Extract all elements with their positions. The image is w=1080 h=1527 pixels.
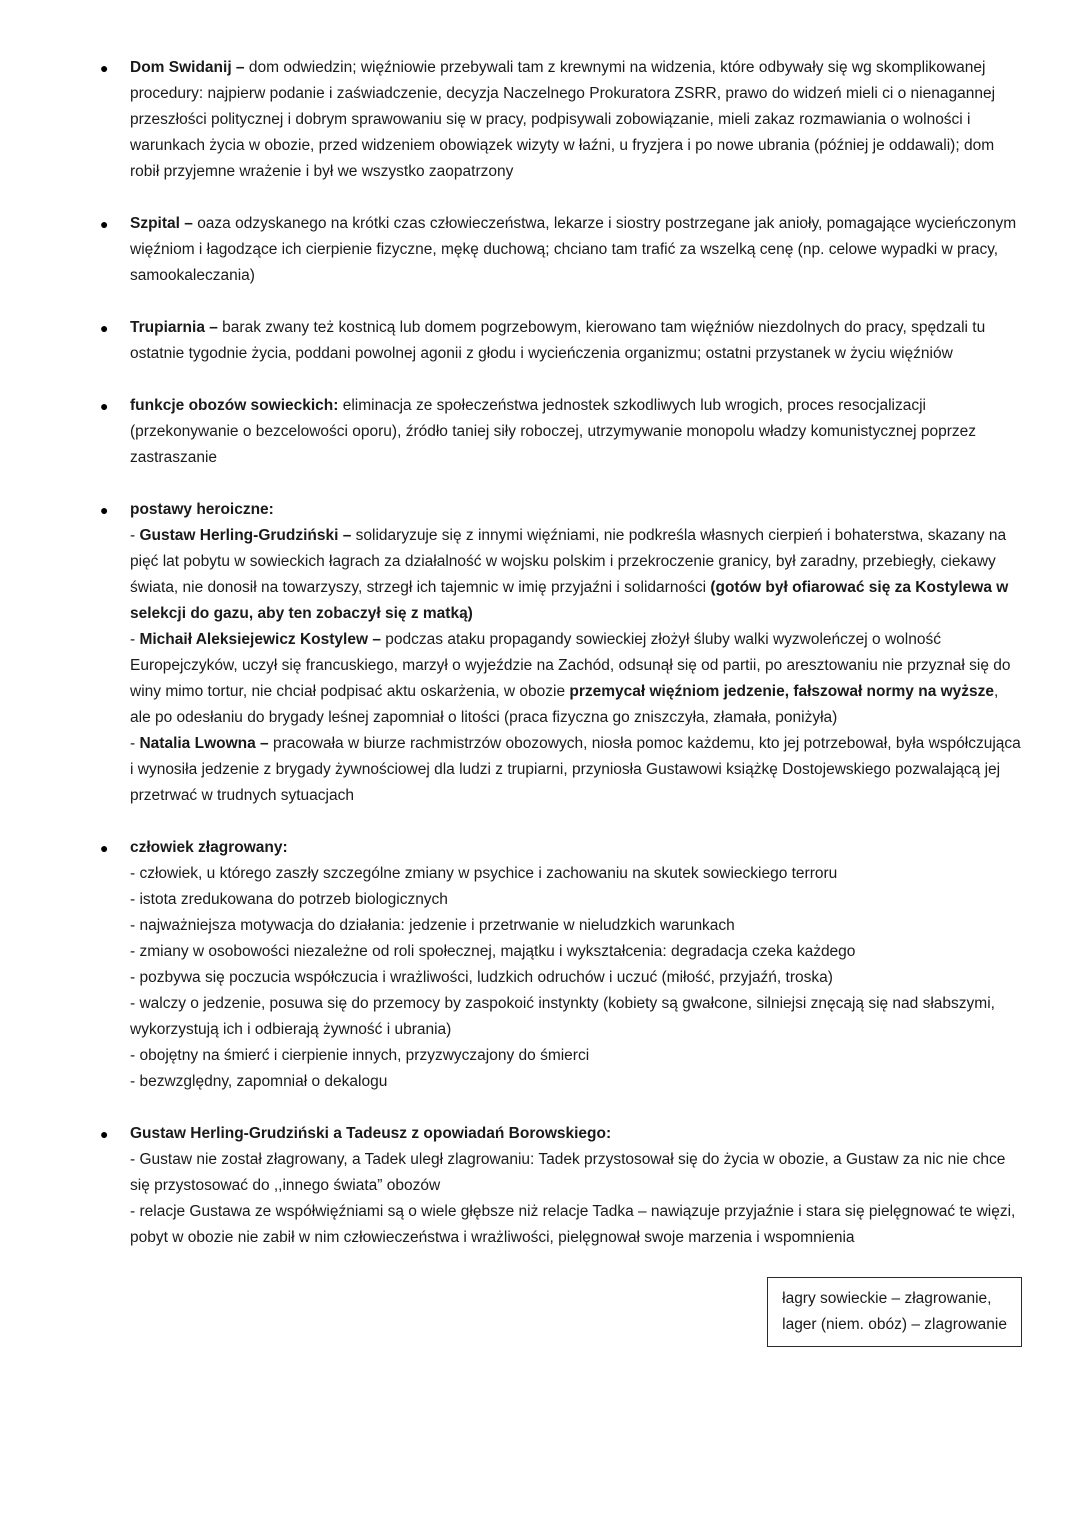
paragraph <box>130 939 1022 965</box>
bullet-content <box>130 393 1022 471</box>
text-run-bold: Szpital – <box>130 215 198 232</box>
paragraph <box>130 731 1022 809</box>
paragraph <box>130 1069 1022 1095</box>
bullet-content <box>130 497 1022 809</box>
text-run: - zmiany w osobowości niezależne od roli społecznej, majątku i wykształcenia: degradacja czeka każdego <box>130 943 856 960</box>
text-run-bold: Gustaw Herling-Grudziński a Tadeusz z opowiadań Borowskiego: <box>130 1125 612 1142</box>
paragraph <box>130 497 1022 523</box>
paragraph <box>130 627 1022 731</box>
text-run: dom odwiedzin; więźniowie przebywali tam z krewnymi na widzenia, które odbywały się wg skomplikowanej procedury: najpierw podanie i zaświadczenie, decyzja Naczelnego Prokuratora ZSRR, prawo do widzeń mieli ci o nienagannej przeszłości politycznej i dobrym sprawowaniu się w pracy, podpisywali zobowiązanie, mieli zakaz rozmawiania o wolności i warunkach życia w obozie, przed widzeniem obowiązek wizyty w łaźni, u fryzjera i po nowe ubrania (później je oddawali); dom robił przyjemne wrażenie i był we wszystko zaopatrzony <box>130 59 996 180</box>
bullet-content <box>130 835 1022 1095</box>
text-run-bold: funkcje obozów sowieckich: <box>130 397 343 414</box>
text-run-bold: Michaił Aleksiejewicz Kostylew – <box>139 631 386 648</box>
list-item <box>100 211 1022 289</box>
note-line: lager (niem. obóz) – zlagrowanie <box>782 1316 1007 1333</box>
bullet-content <box>130 55 1022 185</box>
text-run: barak zwany też kostnicą lub domem pogrzebowym, kierowano tam więźniów niezdolnych do pracy, spędzali tu ostatnie tygodnie życia, poddani powolnej agonii z głodu i wycieńczenia organizmu; ostatni przystanek w życiu więźniów <box>130 319 986 362</box>
bullet-icon: ● <box>100 1126 109 1142</box>
paragraph <box>130 523 1022 627</box>
text-run-bold: Natalia Lwowna – <box>139 735 273 752</box>
bullet-icon: ● <box>100 398 109 414</box>
note-box <box>767 1277 1022 1347</box>
paragraph <box>130 55 1022 185</box>
text-run-bold: (gotów był ofiarować się za Kostylewa w selekcji do gazu, aby ten zobaczył się z matką) <box>130 579 1009 622</box>
text-run: podczas ataku propagandy sowieckiej złożył śluby walki wyzwoleńczej o wolność Europejczyków, uczył się francuskiego, marzył o wyjeździe na Zachód, odsunął się od partii, po aresztowaniu nie przyznał się do winy mimo tortur, nie chciał podpisać aktu oskarżenia, w obozie <box>130 631 1011 700</box>
list-item <box>100 315 1022 367</box>
paragraph <box>130 1199 1022 1251</box>
paragraph <box>130 315 1022 367</box>
paragraph <box>130 913 1022 939</box>
text-run: eliminacja ze społeczeństwa jednostek szkodliwych lub wrogich, proces resocjalizacji (przekonywanie o bezcelowości oporu), źródło taniej siły roboczej, utrzymywanie monopolu władzy komunistycznej poprzez zastraszanie <box>130 397 976 466</box>
text-run: - <box>130 527 140 544</box>
text-run-bold: człowiek złagrowany: <box>130 839 288 856</box>
bullet-content <box>130 315 1022 367</box>
bullet-icon: ● <box>100 320 109 336</box>
bullet-list <box>100 55 1022 1251</box>
paragraph <box>130 1121 1022 1147</box>
text-run: solidaryzuje się z innymi więźniami, nie podkreśla własnych cierpień i bohaterstwa, skazany na pięć lat pobytu w sowieckich łagrach za działalność w wojsku polskim i przekroczenie granicy, był zaradny, przebiegły, ciekawy świata, nie donosił na towarzyszy, strzegł ich tajemnic w imię przyjaźni i solidarności <box>130 527 1007 596</box>
list-item <box>100 55 1022 185</box>
text-run: - walczy o jedzenie, posuwa się do przemocy by zaspokoić instynkty (kobiety są gwałcone, silniejsi znęcają się nad słabszymi, wykorzystują ich i odbierają żywność i ubrania) <box>130 995 995 1038</box>
bullet-content <box>130 211 1022 289</box>
paragraph <box>130 393 1022 471</box>
list-item <box>100 835 1022 1095</box>
text-run: - <box>130 631 140 648</box>
text-run: - relacje Gustawa ze współwięźniami są o wiele głębsze niż relacje Tadka – nawiązuje przyjaźnie i stara się pielęgnować te więzi, pobyt w obozie nie zabił w nim człowieczeństwa i wrażliwości, pielęgnował swoje marzenia i wspomnienia <box>130 1203 1016 1246</box>
bullet-icon: ● <box>100 216 109 232</box>
paragraph <box>130 1147 1022 1199</box>
text-run-bold: Trupiarnia – <box>130 319 223 336</box>
list-item <box>100 497 1022 809</box>
bullet-content <box>130 1121 1022 1251</box>
text-run-bold: przemycał więźniom jedzenie, fałszował normy na wyższe <box>569 683 995 700</box>
paragraph <box>130 887 1022 913</box>
list-item <box>100 393 1022 471</box>
text-run: - najważniejsza motywacja do działania: jedzenie i przetrwanie w nieludzkich warunkach <box>130 917 735 934</box>
text-run: oaza odzyskanego na krótki czas człowieczeństwa, lekarze i siostry postrzegane jak anioły, pomagające wycieńczonym więźniom i łagodzące ich cierpienie fizyczne, mękę duchową; chciano tam trafić za wszelką cenę (np. celowe wypadki w pracy, samookaleczania) <box>130 215 1017 284</box>
text-run-bold: Dom Swidanij – <box>130 59 249 76</box>
text-run: , ale po odesłaniu do brygady leśnej zapomniał o litości (praca fizyczna go zniszczyła, złamała, poniżyła) <box>130 683 999 726</box>
bullet-icon: ● <box>100 60 109 76</box>
paragraph <box>130 991 1022 1043</box>
paragraph <box>130 965 1022 991</box>
paragraph <box>130 835 1022 861</box>
text-run-bold: Gustaw Herling-Grudziński – <box>139 527 356 544</box>
text-run: - obojętny na śmierć i cierpienie innych, przyzwyczajony do śmierci <box>130 1047 590 1064</box>
text-run: - człowiek, u którego zaszły szczególne zmiany w psychice i zachowaniu na skutek sowieckiego terroru <box>130 865 838 882</box>
paragraph <box>130 211 1022 289</box>
bullet-icon: ● <box>100 502 109 518</box>
bullet-icon: ● <box>100 840 109 856</box>
text-run: - pozbywa się poczucia współczucia i wrażliwości, ludzkich odruchów i uczuć (miłość, przyjaźń, troska) <box>130 969 833 986</box>
paragraph <box>130 1043 1022 1069</box>
list-item <box>100 1121 1022 1251</box>
text-run: - <box>130 735 140 752</box>
text-run: - bezwzględny, zapomniał o dekalogu <box>130 1073 388 1090</box>
text-run: pracowała w biurze rachmistrzów obozowych, niosła pomoc każdemu, kto jej potrzebował, była współczująca i wynosiła jedzenie z brygady żywnościowej dla ludzi z trupiarni, przyniosła Gustawowi książkę Dostojewskiego pozwalającą jej przetrwać w trudnych sytuacjach <box>130 735 1021 804</box>
text-run: - Gustaw nie został złagrowany, a Tadek uległ zlagrowaniu: Tadek przystosował się do życia w obozie, a Gustaw za nic nie chce się przystosować do ,,innego świata” obozów <box>130 1151 1006 1194</box>
note-line: łagry sowieckie – złagrowanie, <box>782 1290 992 1307</box>
text-run-bold: postawy heroiczne: <box>130 501 274 518</box>
text-run: - istota zredukowana do potrzeb biologicznych <box>130 891 448 908</box>
paragraph <box>130 861 1022 887</box>
